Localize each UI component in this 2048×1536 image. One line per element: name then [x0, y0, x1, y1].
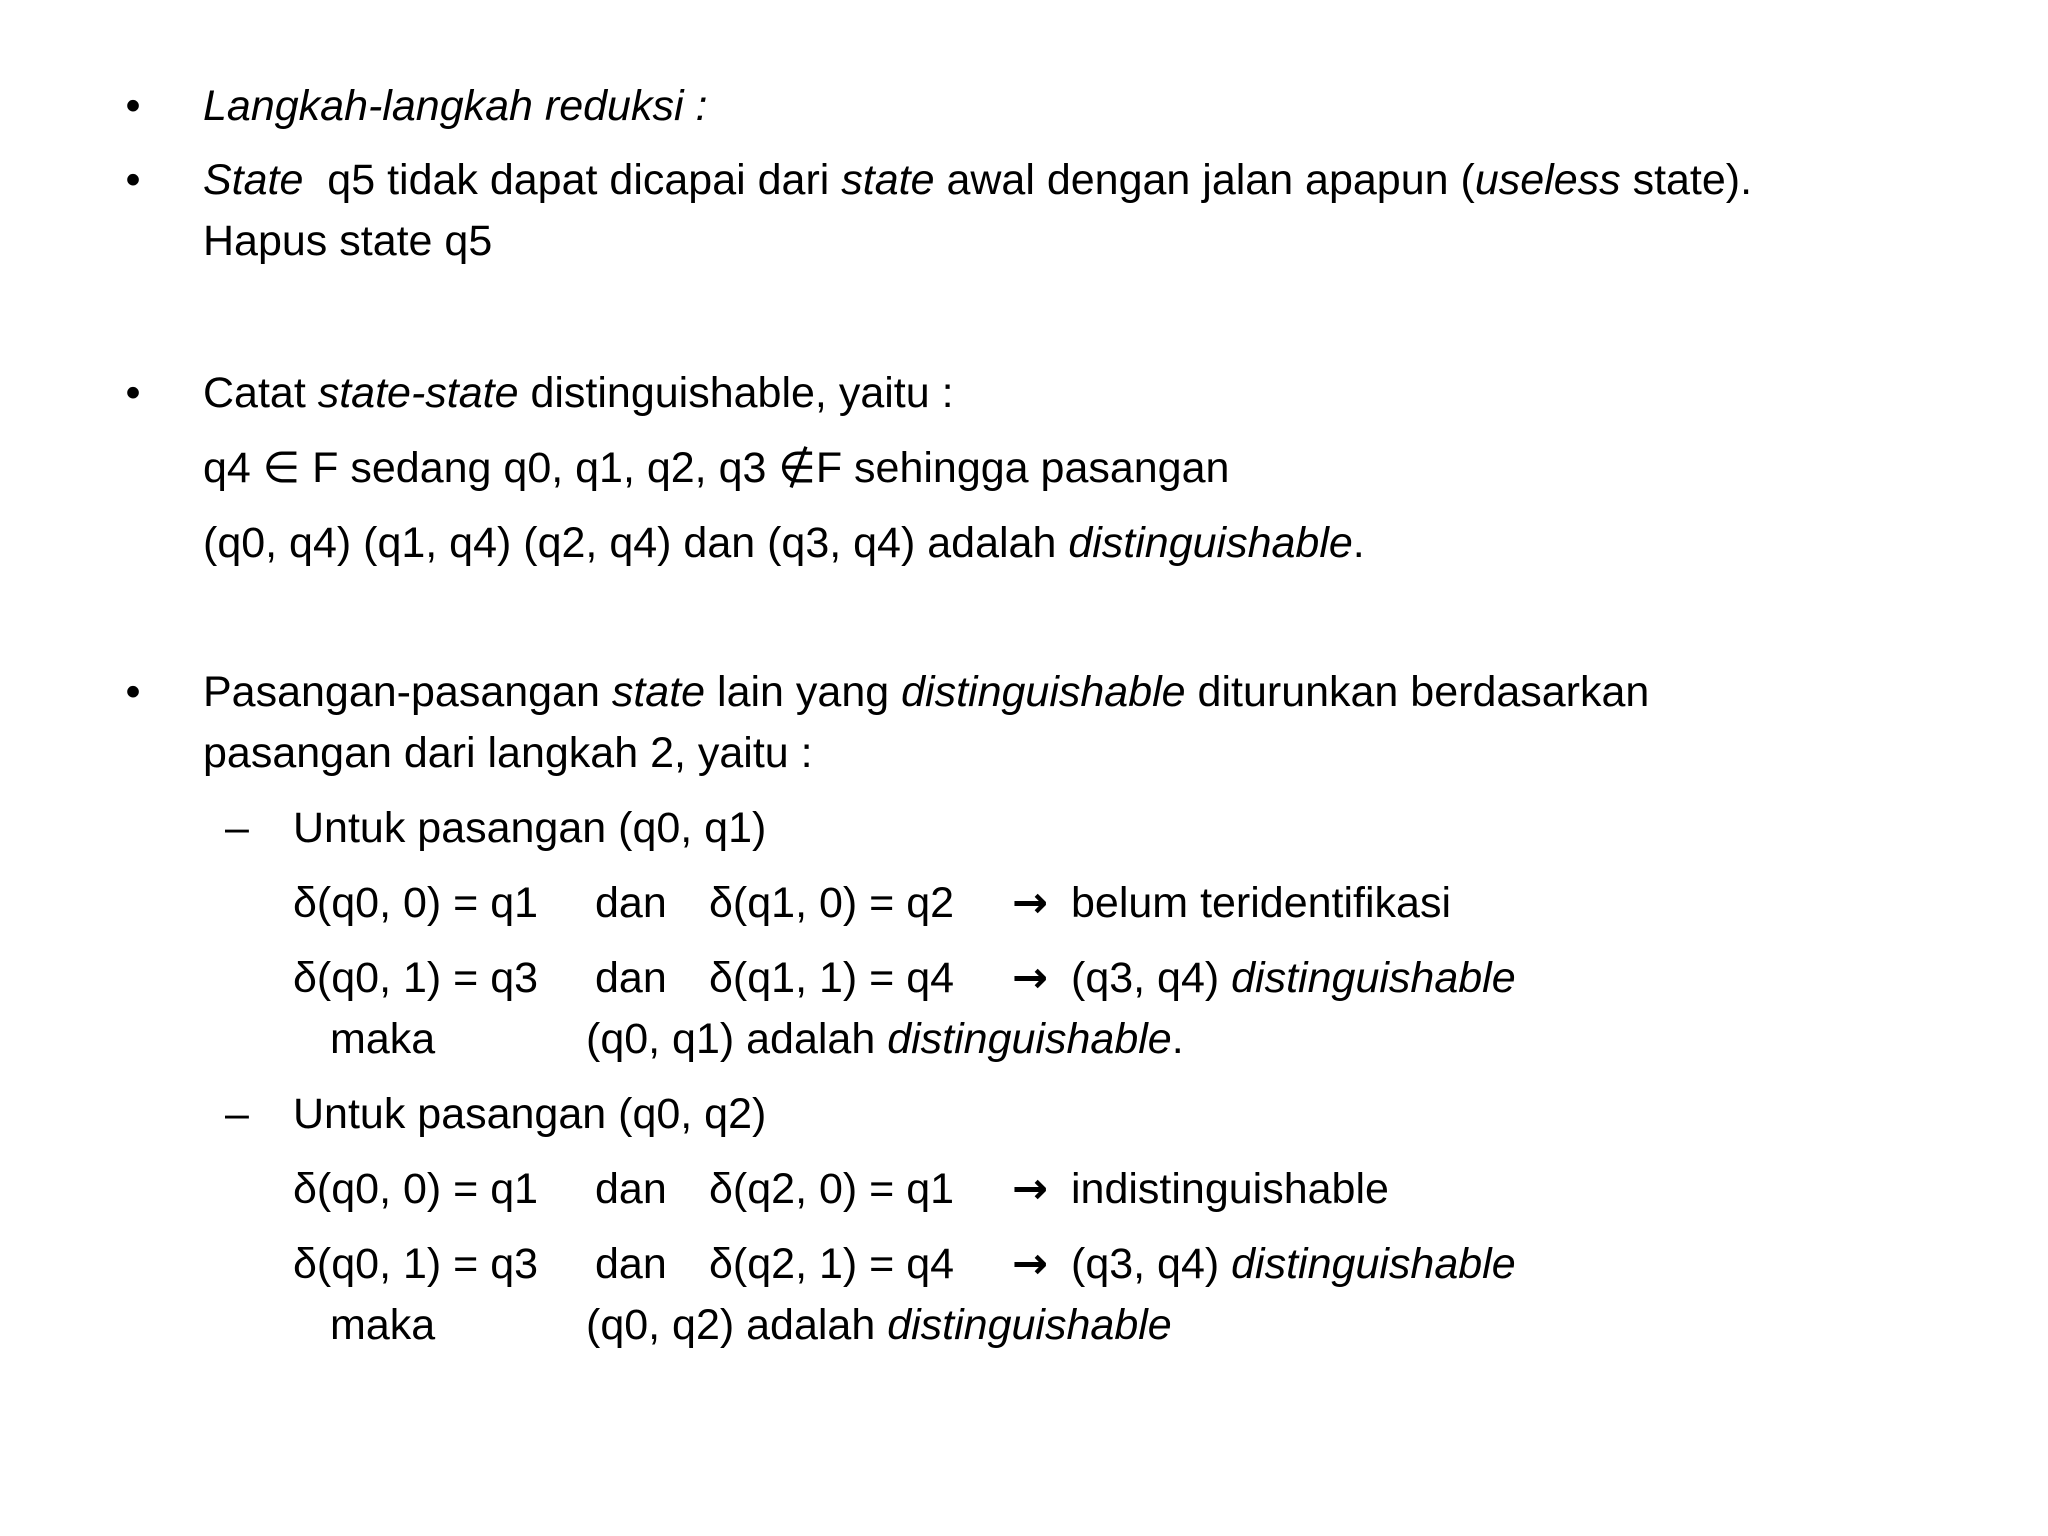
transition-mid: δ(q2, 1) = q4	[709, 1240, 955, 1288]
word-useless: useless	[1474, 156, 1621, 204]
arrow-right-icon: →	[1011, 1164, 1049, 1214]
transition-left: δ(q0, 0) = q1	[293, 879, 539, 927]
transition-result: indistinguishable	[1071, 1165, 1389, 1213]
transition-left: δ(q0, 1) = q3	[293, 954, 539, 1002]
arrow-right-icon: →	[1011, 1239, 1049, 1289]
sub1-heading: Untuk pasangan (q0, q1)	[293, 804, 767, 852]
arrow-right-icon: →	[1011, 953, 1049, 1003]
sub2-row2	[293, 1238, 1516, 1290]
sub1-row1	[293, 877, 1451, 929]
word-dan: dan	[595, 954, 667, 1002]
word-distinguishable: distinguishable	[887, 1015, 1172, 1063]
sub1-conclusion	[330, 1013, 1184, 1065]
text-segment: Catat	[203, 369, 318, 417]
text-segment: F sehingga pasangan	[815, 444, 1230, 492]
text-segment: .	[1352, 519, 1365, 567]
transition-mid: δ(q1, 0) = q2	[709, 879, 955, 927]
distinguishable-pairs-line	[203, 517, 1365, 569]
text-segment: diturunkan berdasarkan	[1185, 668, 1650, 716]
sub1-row2	[293, 952, 1516, 1004]
text-segment: lain yang	[705, 668, 902, 716]
bullet-3: •	[125, 369, 141, 417]
text-segment: q5 tidak dapat dicapai dari	[303, 156, 842, 204]
text-segment: state).	[1620, 156, 1753, 204]
bullet-2: •	[125, 156, 141, 204]
text-segment: q4 ∈ F sedang q0, q1, q2, q3	[203, 444, 779, 492]
word-distinguishable: distinguishable	[1068, 519, 1353, 567]
text-segment: distinguishable, yaitu :	[518, 369, 954, 417]
text-segment: .	[1171, 1015, 1184, 1063]
transition-result: belum teridentifikasi	[1071, 879, 1452, 927]
word-distinguishable: distinguishable	[887, 1301, 1172, 1349]
conclusion-text: (q0, q2) adalah	[586, 1301, 888, 1349]
not-element-symbol: ∉	[778, 444, 816, 492]
word-maka: maka	[330, 1015, 436, 1063]
final-state-line	[203, 442, 1229, 494]
word-state: State	[203, 156, 304, 204]
bullet-1: •	[125, 82, 141, 130]
useless-state-line	[203, 154, 1752, 206]
conclusion-text: (q0, q1) adalah	[586, 1015, 888, 1063]
word-state-state: state-state	[317, 369, 519, 417]
word-distinguishable: distinguishable	[901, 668, 1186, 716]
dash-2: –	[225, 1090, 249, 1138]
transition-left: δ(q0, 1) = q3	[293, 1240, 539, 1288]
word-state: state	[611, 668, 706, 716]
sub2-heading: Untuk pasangan (q0, q2)	[293, 1090, 767, 1138]
transition-result: (q3, q4)	[1071, 954, 1232, 1002]
transition-left: δ(q0, 0) = q1	[293, 1165, 539, 1213]
word-state: state	[841, 156, 935, 204]
word-distinguishable: distinguishable	[1231, 954, 1516, 1002]
arrow-right-icon: →	[1011, 878, 1049, 928]
text-segment: (q0, q4) (q1, q4) (q2, q4) dan (q3, q4) adalah	[203, 519, 1069, 567]
bullet-4: •	[125, 668, 141, 716]
sub2-row1	[293, 1163, 1389, 1215]
transition-mid: δ(q1, 1) = q4	[709, 954, 955, 1002]
transition-result: (q3, q4)	[1071, 1240, 1232, 1288]
derived-pairs-line-2: pasangan dari langkah 2, yaitu :	[203, 729, 813, 777]
word-maka: maka	[330, 1301, 436, 1349]
word-distinguishable: distinguishable	[1231, 1240, 1516, 1288]
transition-mid: δ(q2, 0) = q1	[709, 1165, 955, 1213]
sub2-conclusion	[330, 1299, 1172, 1351]
text-segment: awal dengan jalan apapun (	[934, 156, 1475, 204]
word-dan: dan	[595, 879, 667, 927]
word-dan: dan	[595, 1240, 667, 1288]
word-dan: dan	[595, 1165, 667, 1213]
text-segment: Pasangan-pasangan	[203, 668, 612, 716]
dash-1: –	[225, 804, 249, 852]
heading-text: Langkah-langkah reduksi :	[203, 82, 708, 130]
remove-state-line: Hapus state q5	[203, 217, 493, 265]
record-distinguishable-line	[203, 367, 954, 419]
derived-pairs-line	[203, 666, 1649, 718]
reduction-steps-heading	[203, 80, 707, 132]
